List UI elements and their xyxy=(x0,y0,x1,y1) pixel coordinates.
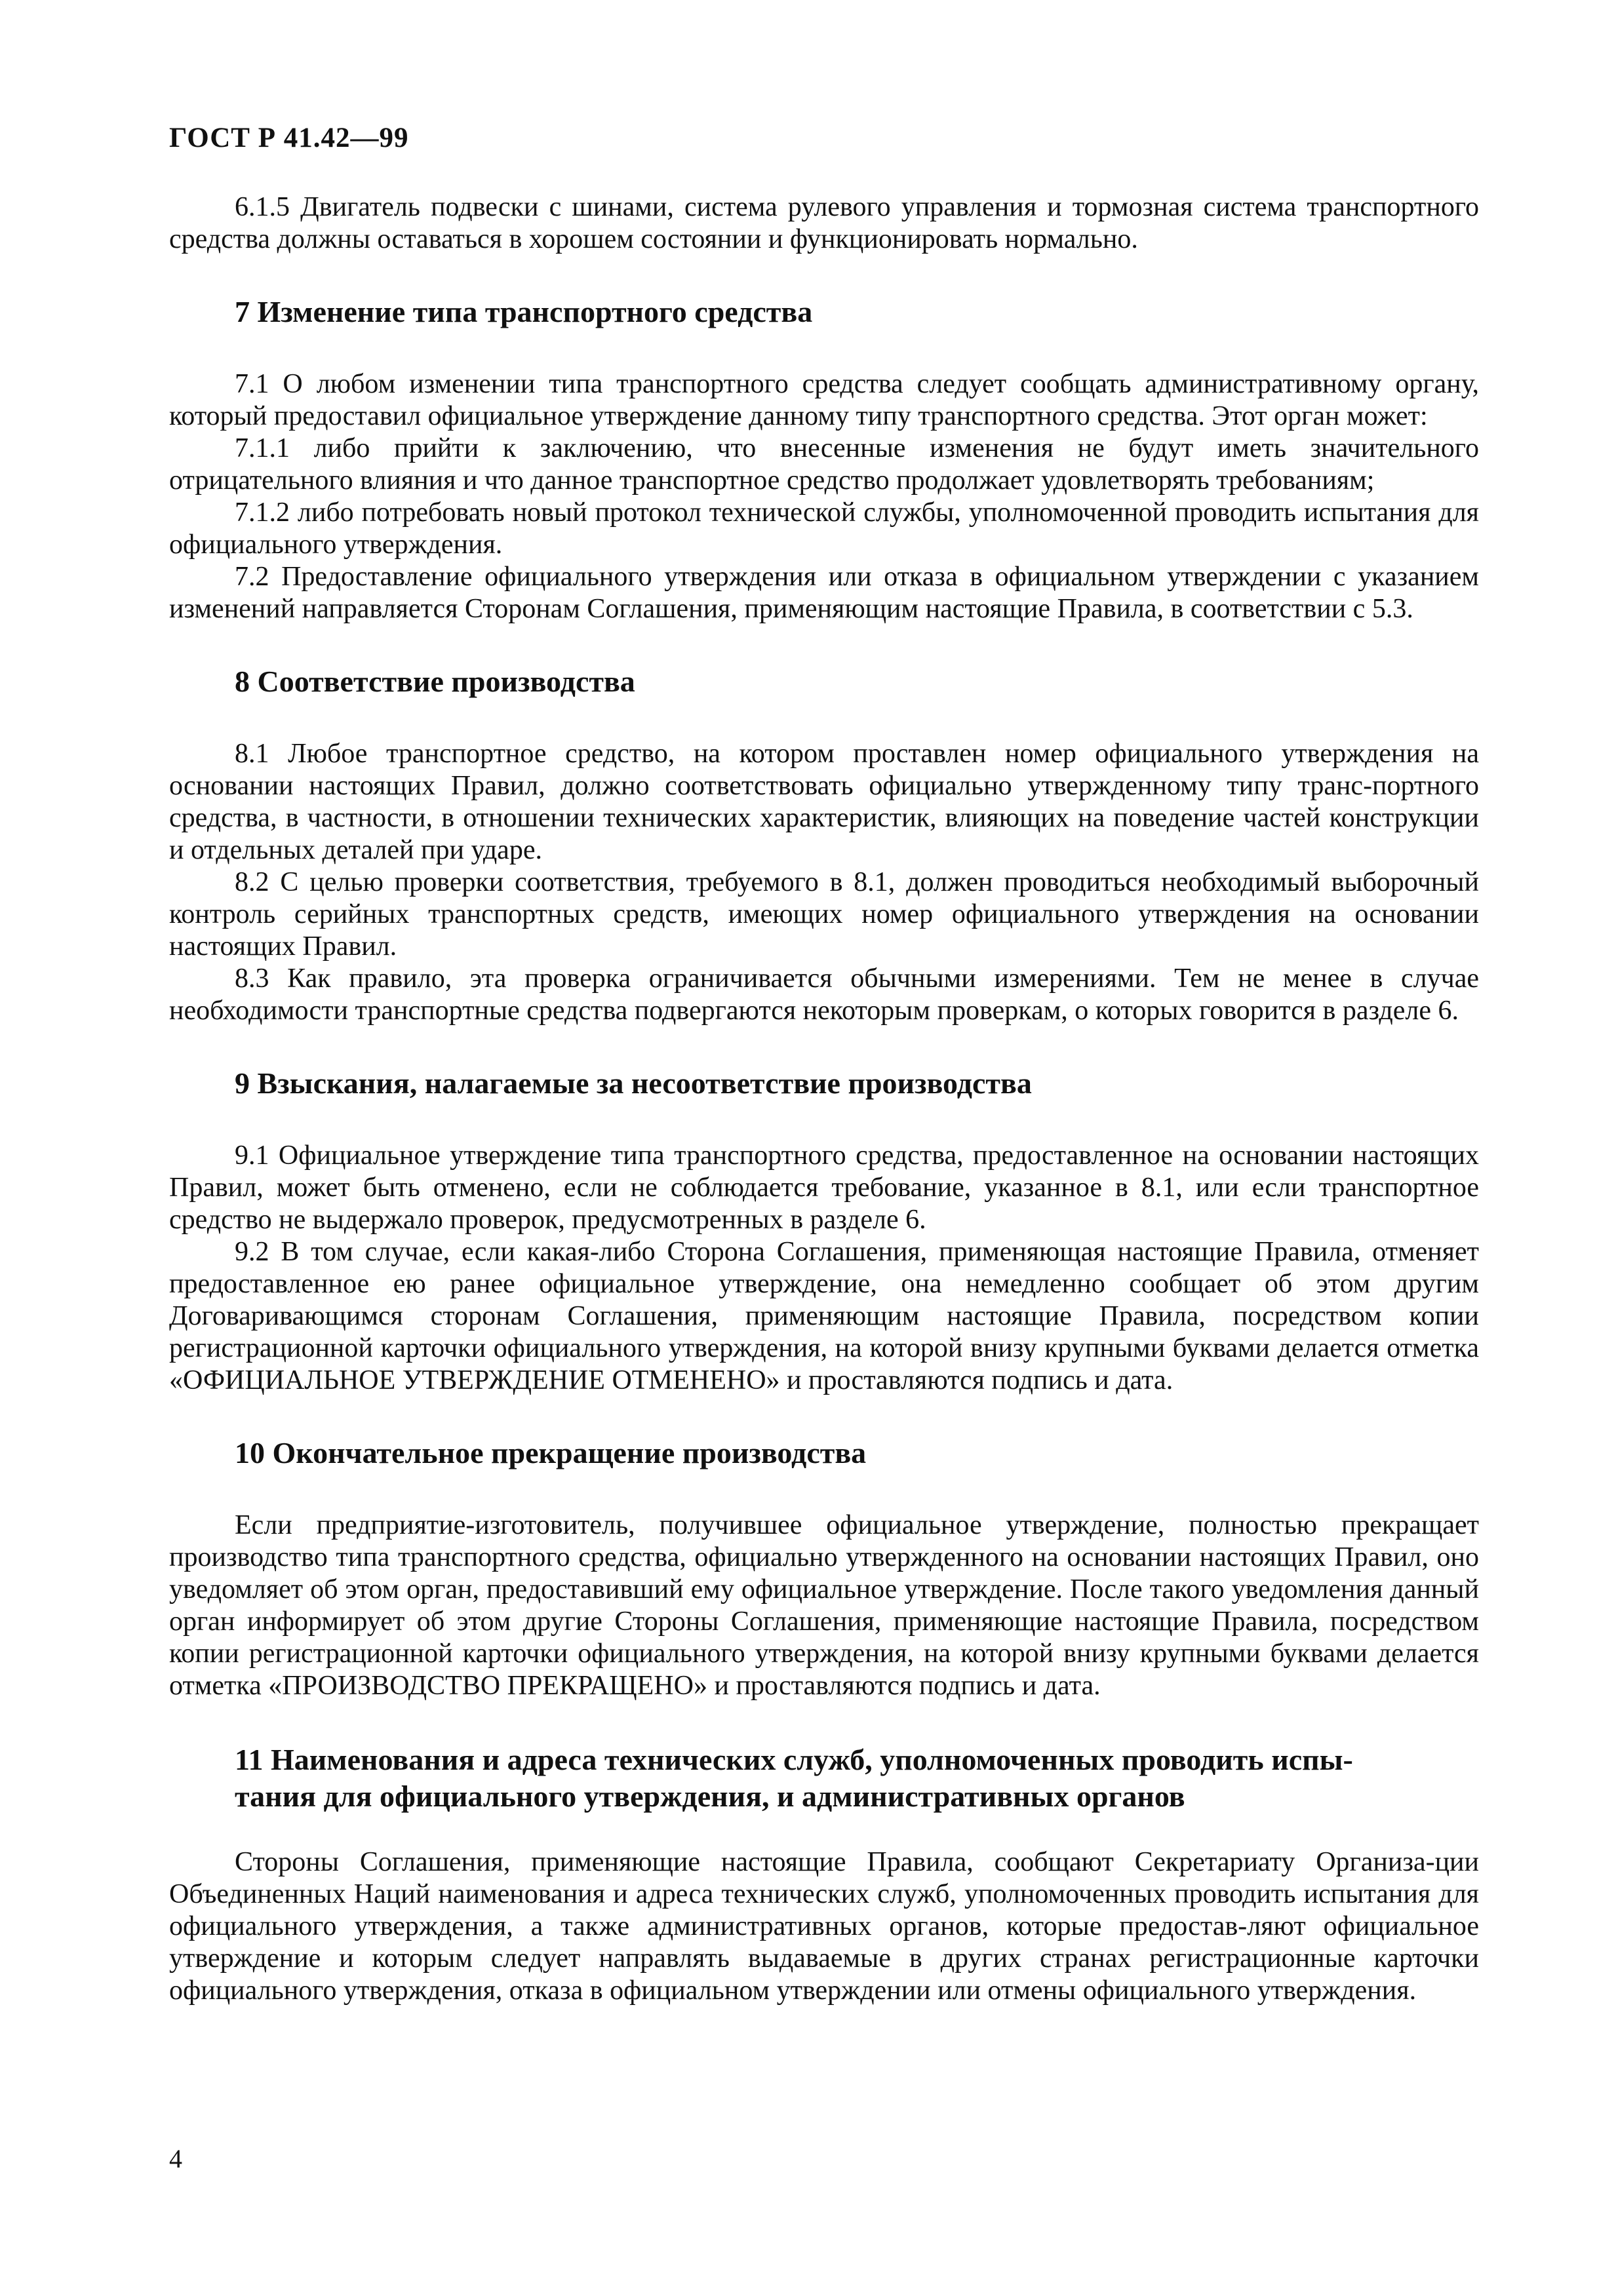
section-11-title xyxy=(169,1741,1479,1815)
paragraph-9-1: 9.1 Официальное утверждение типа транспортного средства, предоставленное на основании настоящих Правил, может быть отменено, если не соблюдается требование, указанное в 8.1, или если транспортное средство не выдержало проверок, предусмотренных в разделе 6. xyxy=(169,1140,1479,1235)
document-code-header: ГОСТ Р 41.42—99 xyxy=(169,123,409,153)
paragraph-7-1-1: 7.1.1 либо прийти к заключению, что внесенные изменения не будут иметь значительного отрицательного влияния и что данное транспортное средство продолжает удовлетворять требованиям; xyxy=(169,433,1479,496)
section-11-title-line-2: тания для официального утверждения, и административных органов xyxy=(235,1780,1185,1813)
paragraph-8-1: 8.1 Любое транспортное средство, на котором проставлен номер официального утверждения на основании настоящих Правил, должно соответствовать официально утвержденному типу транс-портного средства, в частности, в отношении технических характеристик, влияющих на поведение частей конструкции и отдельных деталей при ударе. xyxy=(169,739,1479,865)
paragraph-7-2: 7.2 Предоставление официального утверждения или отказа в официальном утверждении с указанием изменений направляется Сторонам Соглашения, применяющим настоящие Правила, в соответствии с 5.3. xyxy=(169,562,1479,624)
section-8-title: 8 Соответствие производства xyxy=(235,665,635,698)
paragraph-10: Если предприятие-изготовитель, получившее официальное утверждение, полностью прекращает производство типа транспортного средства, официально утвержденного на основании настоящих Правил, оно уведомляет об этом орган, предоставивший ему официальное утверждение. После такого уведомления данный орган информирует об этом другие Стороны Соглашения, применяющие настоящие Правила, посредством копии регистрационной карточки официального утверждения, на которой внизу крупными буквами делается отметка «ПРОИЗВОДСТВО ПРЕКРАЩЕНО» и проставляются подпись и дата. xyxy=(169,1510,1479,1701)
section-11-title-line-1: 11 Наименования и адреса технических служб, уполномоченных проводить испы- xyxy=(235,1743,1353,1776)
paragraph-6-1-5: 6.1.5 Двигатель подвески с шинами, система рулевого управления и тормозная система транспортного средства должны оставаться в хорошем состоянии и функционировать нормально. xyxy=(169,192,1479,254)
document-page xyxy=(169,0,1479,2296)
paragraph-7-1-2: 7.1.2 либо потребовать новый протокол технической службы, уполномоченной проводить испытания для официального утверждения. xyxy=(169,497,1479,560)
paragraph-8-3: 8.3 Как правило, эта проверка ограничивается обычными измерениями. Тем не менее в случае необходимости транспортные средства подвергаются некоторым проверкам, о которых говорится в разделе 6. xyxy=(169,963,1479,1026)
paragraph-9-2: 9.2 В том случае, если какая-либо Сторона Соглашения, применяющая настоящие Правила, отменяет предоставленное ею ранее официальное утверждение, она немедленно сообщает об этом другим Договаривающимся сторонам Соглашения, применяющим настоящие Правила, посредством копии регистрационной карточки официального утверждения, на которой внизу крупными буквами делается отметка «ОФИЦИАЛЬНОЕ УТВЕРЖДЕНИЕ ОТМЕНЕНО» и проставляются подпись и дата. xyxy=(169,1237,1479,1395)
document-body xyxy=(169,191,1479,2007)
page-number: 4 xyxy=(169,2144,182,2173)
paragraph-11: Стороны Соглашения, применяющие настоящие Правила, сообщают Секретариату Организа-ции Объединенных Наций наименования и адреса технических служб, уполномоченных проводить испытания для официального утверждения, а также административных органов, которые предостав-ляют официальное утверждение и которым следует направлять выдаваемые в других странах регистрационные карточки официального утверждения, отказа в официальном утверждении или отмены официального утверждения. xyxy=(169,1847,1479,2006)
section-9-title: 9 Взыскания, налагаемые за несоответствие производства xyxy=(235,1066,1032,1100)
section-7-title: 7 Изменение типа транспортного средства xyxy=(235,295,813,328)
paragraph-8-2: 8.2 С целью проверки соответствия, требуемого в 8.1, должен проводиться необходимый выборочный контроль серийных транспортных средств, имеющих номер официального утверждения на основании настоящих Правил. xyxy=(169,867,1479,962)
paragraph-7-1: 7.1 О любом изменении типа транспортного средства следует сообщать административному органу, который предоставил официальное утверждение данному типу транспортного средства. Этот орган может: xyxy=(169,369,1479,431)
section-10-title: 10 Окончательное прекращение производства xyxy=(235,1436,867,1469)
